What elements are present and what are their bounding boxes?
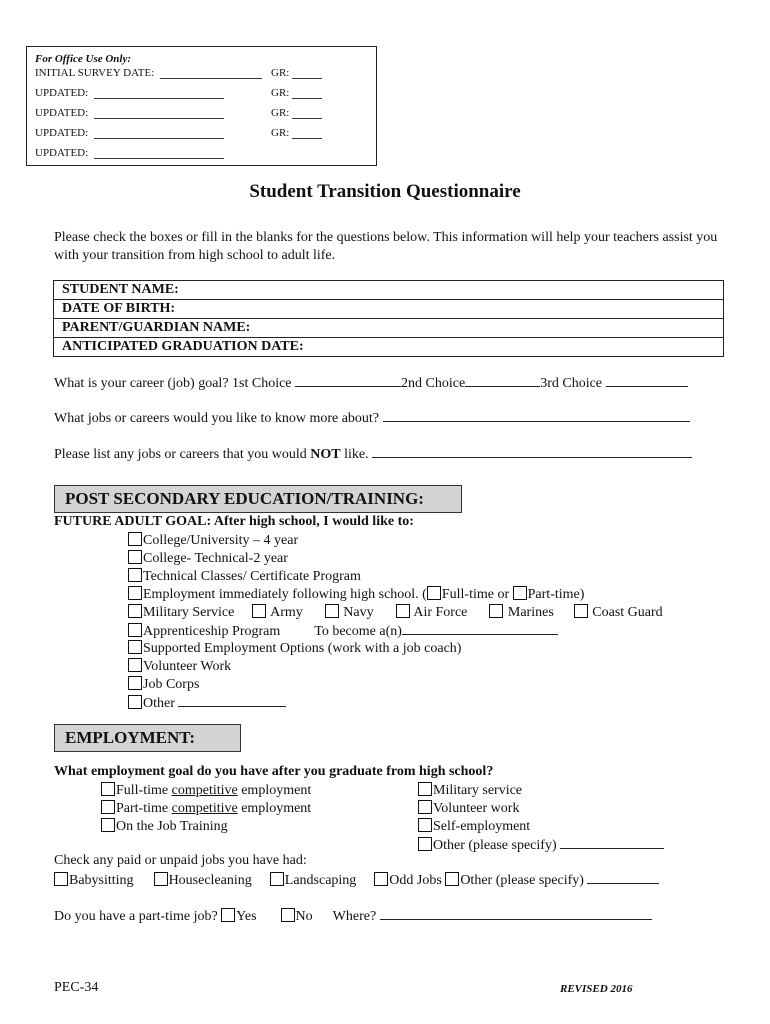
option-volunteer-work[interactable] [418, 800, 664, 818]
coastguard-checkbox[interactable] [574, 604, 588, 618]
not-like-question [54, 445, 692, 463]
student-info-table [53, 280, 724, 357]
where-blank[interactable] [380, 907, 652, 920]
option-college-2yr[interactable] [128, 550, 663, 568]
option-label: Supported Employment Options (work with a job coach) [143, 641, 462, 656]
other-specify-blank[interactable] [560, 836, 664, 849]
gr-label: GR: [271, 87, 290, 99]
option-label: Technical Classes/ Certificate Program [143, 569, 361, 584]
option-employment[interactable] [128, 586, 663, 604]
airforce-label: Air Force [413, 605, 468, 620]
odd-jobs-checkbox[interactable] [374, 872, 388, 886]
option-label: Other (please specify) [433, 838, 557, 853]
babysitting-checkbox[interactable] [54, 872, 68, 886]
office-gr-1 [271, 67, 322, 79]
checkbox[interactable] [128, 532, 142, 546]
marines-label: Marines [507, 605, 554, 620]
option-military[interactable] [128, 604, 663, 622]
career-goal-question [54, 374, 688, 392]
checkbox[interactable] [128, 676, 142, 690]
gr-label: GR: [271, 107, 290, 119]
date-blank[interactable] [94, 128, 224, 139]
option-volunteer[interactable] [128, 658, 663, 676]
option-label: College/University – 4 year [143, 533, 299, 548]
know-more-label: What jobs or careers would you like to know more about? [54, 411, 380, 426]
airforce-checkbox[interactable] [396, 604, 410, 618]
checkbox[interactable] [418, 818, 432, 832]
office-row-updated [35, 127, 224, 139]
yes-label: Yes [236, 909, 257, 924]
office-gr-3 [271, 107, 322, 119]
army-checkbox[interactable] [252, 604, 266, 618]
checkbox[interactable] [128, 695, 142, 709]
army-label: Army [270, 605, 303, 620]
gr-blank[interactable] [292, 68, 322, 79]
office-row-label: UPDATED: [35, 107, 89, 119]
office-row-initial [35, 67, 262, 79]
option-military-service[interactable] [418, 782, 664, 800]
paid-jobs-label: Check any paid or unpaid jobs you have had: [54, 853, 307, 868]
option-label: Employment immediately following high school. ( [143, 587, 427, 602]
office-use-heading: For Office Use Only: [35, 53, 132, 65]
option-apprenticeship[interactable] [128, 622, 663, 640]
not-like-label: Please list any jobs or careers that you would [54, 447, 311, 462]
career-goal-label: What is your career (job) goal? 1st Choice [54, 376, 292, 391]
option-other[interactable] [128, 694, 663, 712]
odd-jobs-label: Odd Jobs [389, 873, 442, 888]
other-jobs-checkbox[interactable] [445, 872, 459, 886]
parttime-checkbox[interactable] [513, 586, 527, 600]
option-job-corps[interactable] [128, 676, 663, 694]
option-emphasis: competitive [171, 801, 238, 816]
parttime-job-question [54, 907, 652, 925]
office-row-label: UPDATED: [35, 127, 89, 139]
date-blank[interactable] [94, 88, 224, 99]
employment-goal-question: What employment goal do you have after you graduate from high school? [54, 764, 494, 779]
checkbox[interactable] [128, 586, 142, 600]
option-label: Apprenticeship Program [143, 624, 281, 639]
intro-text: Please check the boxes or fill in the blanks for the questions below. This information will help your teachers assist you with your transition from high school to adult life. [54, 230, 718, 263]
office-row-label: INITIAL SURVEY DATE: [35, 67, 155, 79]
office-row-updated [35, 87, 224, 99]
option-technical[interactable] [128, 568, 663, 586]
gr-blank[interactable] [292, 88, 322, 99]
checkbox[interactable] [128, 550, 142, 564]
office-use-box [26, 46, 377, 166]
revision-label: REVISED 2016 [560, 983, 633, 995]
gr-label: GR: [271, 67, 290, 79]
option-self-employment[interactable] [418, 818, 664, 836]
option-label: Job Corps [143, 677, 200, 692]
option-label: Military service [433, 783, 523, 798]
option-label: Volunteer work [433, 801, 520, 816]
third-choice-label: 3rd Choice [540, 376, 603, 391]
employment-options-left [101, 782, 311, 836]
option-college-4yr[interactable] [128, 532, 663, 550]
parttime-label: Part-time) [527, 587, 585, 602]
checkbox[interactable] [101, 818, 115, 832]
checkbox[interactable] [101, 800, 115, 814]
future-goal-label: FUTURE ADULT GOAL: After high school, I would like to: [54, 514, 414, 529]
know-more-question [54, 409, 690, 427]
not-like-label-end: like. [340, 447, 369, 462]
option-parttime-competitive[interactable] [101, 800, 311, 818]
navy-checkbox[interactable] [325, 604, 339, 618]
fulltime-label: Full-time or [441, 587, 513, 602]
navy-label: Navy [343, 605, 374, 620]
checkbox[interactable] [128, 658, 142, 672]
checkbox[interactable] [418, 837, 432, 851]
not-like-blank[interactable] [372, 445, 692, 458]
option-label-end: employment [237, 783, 312, 798]
page-title: Student Transition Questionnaire [249, 181, 521, 202]
no-label: No [295, 909, 313, 924]
post-secondary-heading: POST SECONDARY EDUCATION/TRAINING: [54, 485, 462, 513]
babysitting-label: Babysitting [69, 873, 134, 888]
date-of-birth-field[interactable]: DATE OF BIRTH: [54, 300, 723, 319]
where-label: Where? [332, 909, 377, 924]
office-row-updated [35, 147, 224, 159]
date-blank[interactable] [94, 148, 224, 159]
graduation-date-field[interactable]: ANTICIPATED GRADUATION DATE: [62, 339, 304, 354]
option-label: Part-time [116, 801, 172, 816]
office-row-label: UPDATED: [35, 147, 89, 159]
not-emphasis: NOT [310, 447, 341, 462]
option-ojt[interactable] [101, 818, 311, 836]
checkbox[interactable] [128, 568, 142, 582]
office-row-updated [35, 107, 224, 119]
option-fulltime-competitive[interactable] [101, 782, 311, 800]
option-label: On the Job Training [116, 819, 228, 834]
second-choice-blank[interactable] [465, 374, 540, 387]
checkbox[interactable] [418, 782, 432, 796]
know-more-blank[interactable] [383, 409, 690, 422]
other-jobs-label: Other (please specify) [460, 873, 584, 888]
marines-checkbox[interactable] [489, 604, 503, 618]
landscaping-checkbox[interactable] [270, 872, 284, 886]
employment-options-right [418, 782, 664, 854]
other-blank[interactable] [178, 694, 286, 707]
fulltime-checkbox[interactable] [427, 586, 441, 600]
coastguard-label: Coast Guard [592, 605, 663, 620]
option-supported-employment[interactable] [128, 640, 663, 658]
parent-guardian-field[interactable]: PARENT/GUARDIAN NAME: [54, 319, 723, 338]
option-label: College- Technical-2 year [143, 551, 288, 566]
paid-jobs-options [54, 871, 659, 889]
landscaping-label: Landscaping [284, 873, 357, 888]
office-gr-4 [271, 127, 322, 139]
housecleaning-label: Housecleaning [168, 873, 252, 888]
option-label: Military Service [143, 605, 235, 620]
form-code: PEC-34 [54, 980, 99, 995]
checkbox[interactable] [128, 623, 142, 637]
no-checkbox[interactable] [281, 908, 295, 922]
parttime-question-label: Do you have a part-time job? [54, 909, 218, 924]
gr-blank[interactable] [292, 128, 322, 139]
gr-blank[interactable] [292, 108, 322, 119]
option-label: Volunteer Work [143, 659, 232, 674]
date-blank[interactable] [94, 108, 224, 119]
option-other-specify[interactable] [418, 836, 664, 854]
office-gr-2 [271, 87, 322, 99]
option-label-end: employment [237, 801, 312, 816]
third-choice-blank[interactable] [606, 374, 688, 387]
become-blank[interactable] [402, 622, 558, 635]
checkbox[interactable] [101, 782, 115, 796]
option-label: Other [143, 696, 175, 711]
student-name-field[interactable]: STUDENT NAME: [54, 281, 723, 300]
date-blank[interactable] [160, 68, 262, 79]
office-row-label: UPDATED: [35, 87, 89, 99]
other-jobs-blank[interactable] [587, 871, 659, 884]
second-choice-label: 2nd Choice [401, 376, 466, 391]
checkbox[interactable] [418, 800, 432, 814]
become-label: To become a(n) [314, 624, 402, 639]
post-secondary-options [128, 532, 663, 712]
gr-label: GR: [271, 127, 290, 139]
first-choice-blank[interactable] [295, 374, 401, 387]
option-emphasis: competitive [171, 783, 238, 798]
yes-checkbox[interactable] [221, 908, 235, 922]
housecleaning-checkbox[interactable] [154, 872, 168, 886]
option-label: Self-employment [433, 819, 531, 834]
checkbox[interactable] [128, 640, 142, 654]
option-label: Full-time [116, 783, 172, 798]
checkbox[interactable] [128, 604, 142, 618]
employment-heading: EMPLOYMENT: [54, 724, 241, 752]
